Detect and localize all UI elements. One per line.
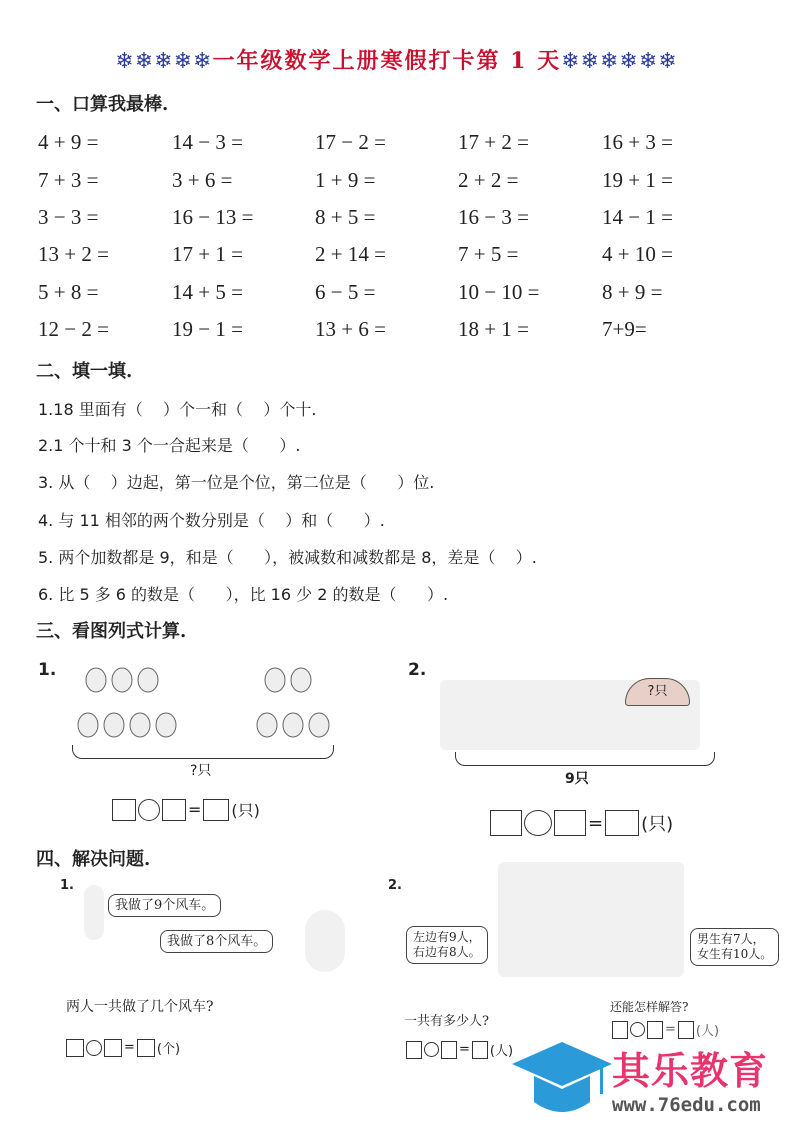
brace-label: ?只 (190, 763, 212, 779)
arithmetic-problem: 16 − 3 = (458, 205, 529, 229)
arithmetic-problem: 12 − 2 = (38, 317, 109, 341)
arithmetic-problem: 16 + 3 = (602, 130, 673, 154)
answer-box[interactable] (554, 810, 586, 836)
arithmetic-problem: 2 + 14 = (315, 242, 386, 266)
operator-circle[interactable] (138, 799, 160, 821)
fill-in-item: 6. 比 5 多 6 的数是（ ），比 16 少 2 的数是（ ）. (38, 585, 449, 604)
arithmetic-problem: 8 + 5 = (315, 205, 376, 229)
arithmetic-problem: 4 + 10 = (602, 242, 673, 266)
fill-in-item: 1.18 里面有（ ）个一和（ ）个十. (38, 400, 317, 419)
answer-box[interactable] (678, 1021, 694, 1039)
operator-circle[interactable] (424, 1042, 439, 1057)
answer-box[interactable] (112, 799, 136, 821)
operator-circle[interactable] (524, 810, 552, 836)
house-label: ?只 (625, 678, 690, 706)
boy-illustration (305, 910, 345, 972)
answer-formula-4 (406, 1040, 513, 1059)
fill-in-item: 4. 与 11 相邻的两个数分别是（ ）和（ ）. (38, 511, 385, 530)
arithmetic-problem: 8 + 9 = (602, 280, 663, 304)
answer-box[interactable] (472, 1041, 488, 1059)
arithmetic-problem: 14 − 1 = (602, 205, 673, 229)
answer-box[interactable] (441, 1041, 457, 1059)
answer-formula-2 (490, 810, 673, 836)
brace (72, 745, 334, 759)
problem-number: 2. (408, 660, 427, 680)
operator-circle[interactable] (630, 1022, 645, 1037)
answer-box[interactable] (203, 799, 229, 821)
answer-box[interactable] (104, 1039, 122, 1057)
arithmetic-problem: 10 − 10 = (458, 280, 540, 304)
rabbits-group-right-illustration (255, 660, 345, 749)
arithmetic-problem: 7 + 5 = (458, 242, 519, 266)
arithmetic-problem: 6 − 5 = (315, 280, 376, 304)
arithmetic-problem: 17 + 1 = (172, 242, 243, 266)
right-speech-bubble: 男生有7人， 女生有10人。 (690, 928, 779, 966)
unit-label: (只) (641, 814, 674, 835)
arithmetic-problem: 16 − 13 = (172, 205, 254, 229)
problem-number: 2. (388, 878, 402, 893)
answer-box[interactable] (137, 1039, 155, 1057)
answer-box[interactable] (406, 1041, 422, 1059)
operator-circle[interactable] (86, 1040, 102, 1056)
unit-label: (只) (231, 801, 260, 820)
arithmetic-problem: 17 + 2 = (458, 130, 529, 154)
arithmetic-problem: 3 − 3 = (38, 205, 99, 229)
snowflake-decoration-left: ❄❄❄❄❄ (115, 49, 213, 74)
arithmetic-problem: 17 − 2 = (315, 130, 386, 154)
problem-number: 1. (38, 660, 57, 680)
brace (455, 752, 715, 766)
answer-box[interactable] (605, 810, 639, 836)
fill-in-item: 3. 从（ ）边起，第一位是个位，第二位是（ ）位. (38, 473, 435, 492)
girl-illustration (84, 885, 104, 940)
arithmetic-problem: 19 − 1 = (172, 317, 243, 341)
arithmetic-problem: 3 + 6 = (172, 168, 233, 192)
arithmetic-problem: 13 + 2 = (38, 242, 109, 266)
section1-heading: 一、口算我最棒. (36, 94, 169, 115)
title-text: 一年级数学上册寒假打卡第 1 天 (212, 48, 562, 74)
answer-box[interactable] (647, 1021, 663, 1039)
question-text: 一共有多少人? (404, 1014, 489, 1029)
question-text: 还能怎样解答? (610, 1000, 689, 1014)
left-speech-bubble: 左边有9人， 右边有8人。 (406, 926, 488, 964)
arithmetic-problem: 14 + 5 = (172, 280, 243, 304)
answer-box[interactable] (490, 810, 522, 836)
answer-box[interactable] (162, 799, 186, 821)
fill-in-item: 2.1 个十和 3 个一合起来是（ ）. (38, 436, 301, 455)
arithmetic-problem: 5 + 8 = (38, 280, 99, 304)
arithmetic-problem: 13 + 6 = (315, 317, 386, 341)
brace-label: 9只 (565, 771, 589, 787)
arithmetic-problem: 14 − 3 = (172, 130, 243, 154)
equals-sign: = (665, 1022, 676, 1037)
worksheet-title (0, 44, 793, 75)
section3-heading: 三、看图列式计算. (36, 621, 187, 642)
snowflake-decoration-right: ❄❄❄❄❄❄ (561, 49, 678, 74)
graduation-cap-logo-icon (512, 1042, 612, 1124)
arithmetic-problem: 1 + 9 = (315, 168, 376, 192)
arithmetic-problem: 4 + 9 = (38, 130, 99, 154)
arithmetic-problem: 2 + 2 = (458, 168, 519, 192)
girl-speech-bubble: 我做了9个风车。 (108, 894, 221, 917)
equals-sign: = (124, 1040, 135, 1055)
rabbits-group-left-illustration (76, 660, 196, 749)
problem-number: 1. (60, 878, 74, 893)
question-text: 两人一共做了几个风车? (66, 999, 214, 1015)
arithmetic-problem: 7+9= (602, 317, 647, 341)
answer-formula-5 (612, 1020, 719, 1039)
answer-formula-1 (112, 798, 260, 821)
arithmetic-problem: 18 + 1 = (458, 317, 529, 341)
equals-sign: = (459, 1042, 470, 1057)
fill-in-item: 5. 两个加数都是 9，和是（ ），被减数和减数都是 8，差是（ ）. (38, 548, 537, 567)
answer-box[interactable] (66, 1039, 84, 1057)
boy-speech-bubble: 我做了8个风车。 (160, 930, 273, 953)
arithmetic-problem: 7 + 3 = (38, 168, 99, 192)
equals-sign: = (588, 812, 604, 834)
children-group-illustration (498, 862, 684, 977)
unit-label: (个) (156, 1042, 181, 1057)
arithmetic-problem: 19 + 1 = (602, 168, 673, 192)
answer-formula-3 (66, 1038, 180, 1057)
watermark-name: 其乐教育 (612, 1049, 769, 1093)
section2-heading: 二、填一填. (36, 361, 133, 382)
equals-sign: = (188, 800, 202, 819)
section4-heading: 四、解决问题. (36, 849, 151, 870)
unit-label: (人) (695, 1024, 720, 1039)
watermark-url: www.76edu.com (612, 1094, 761, 1116)
unit-label: (人) (489, 1044, 514, 1059)
answer-box[interactable] (612, 1021, 628, 1039)
